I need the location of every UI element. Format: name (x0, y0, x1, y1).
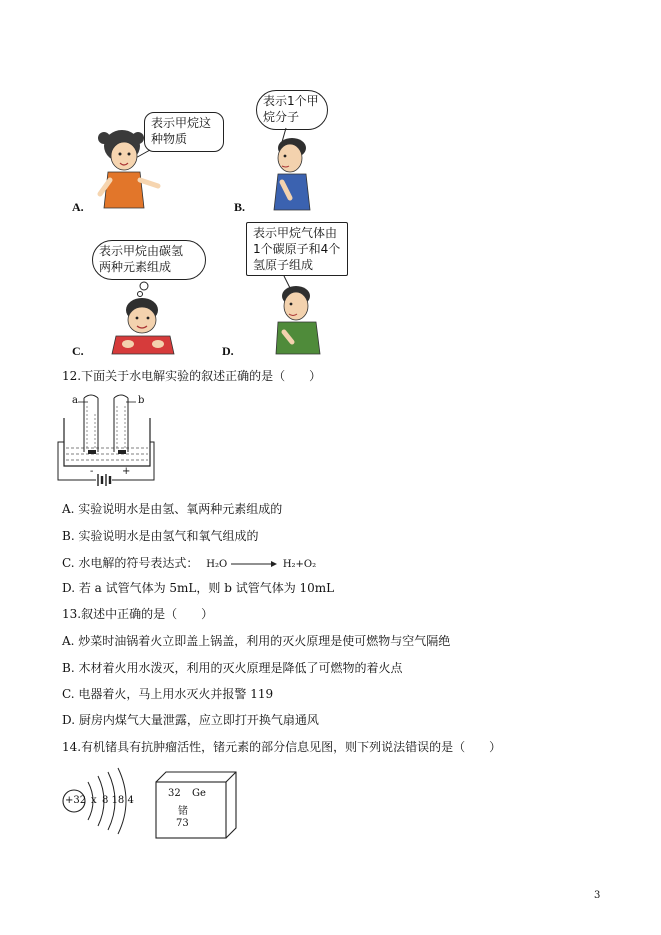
option-d-label: D. (222, 344, 234, 358)
q12-stem: 12.下面关于水电解实验的叙述正确的是（ ） (62, 369, 322, 383)
negative-terminal: - (90, 466, 94, 477)
boy-figure-b (234, 88, 374, 218)
q12-option-b: B. 实验说明水是由氢气和氧气组成的 (62, 529, 259, 543)
equation-products: H₂+O₂ (282, 559, 317, 570)
q12-option-d: D. 若 a 试管气体为 5mL，则 b 试管气体为 10mL (62, 581, 335, 595)
speech-bubble-a: 表示甲烷这 种物质 (144, 112, 224, 152)
nucleus-charge: +32 (65, 795, 87, 806)
option-a-label: A. (72, 200, 84, 214)
girl-figure (70, 108, 230, 218)
atomic-number: 32 (168, 788, 181, 799)
equation-reactant: H₂O (206, 559, 228, 570)
speech-bubble-b: 表示1个甲 烷分子 (256, 90, 328, 130)
q12-option-a: A. 实验说明水是由氢、氧两种元素组成的 (62, 502, 283, 516)
element-card (156, 772, 236, 838)
reaction-arrow-icon (231, 560, 279, 568)
q12-option-c: C. 水电解的符号表达式： H₂O H₂+O₂ (62, 556, 317, 570)
q13-option-d: D. 厨房内煤气大量泄露，应立即打开换气扇通风 (62, 713, 319, 727)
option-b-illustration (234, 88, 374, 218)
option-a-illustration (70, 108, 230, 218)
atom-structure-diagram (58, 768, 148, 838)
speech-bubble-d: 表示甲烷气体由 1个碳原子和4个 氢原子组成 (246, 222, 348, 276)
boy-figure-c (70, 240, 240, 360)
q14-stem: 14.有机锗具有抗肿瘤活性，锗元素的部分信息见图，则下列说法错误的是（ ） (62, 740, 502, 754)
first-shell-unknown: x (91, 795, 97, 806)
q13-option-a: A. 炒菜时油锅着火立即盖上锅盖，利用的灭火原理是使可燃物与空气隔绝 (62, 634, 451, 648)
q13-option-c: C. 电器着火，马上用水灭火并报警 119 (62, 687, 274, 701)
option-c-illustration (70, 240, 240, 360)
outer-shell-electrons: 8 18 4 (102, 795, 134, 806)
atomic-mass: 73 (176, 818, 189, 829)
tube-b-label: b (138, 395, 145, 406)
tube-a-label: a (72, 395, 78, 406)
electrolysis-apparatus (58, 392, 154, 488)
option-d-illustration (220, 222, 380, 360)
element-name: 锗 (178, 806, 188, 817)
q13-option-b: B. 木材着火用水泼灭，利用的灭火原理是降低了可燃物的着火点 (62, 661, 403, 675)
positive-terminal: + (122, 466, 131, 477)
q13-stem: 13.叙述中正确的是（ ） (62, 607, 214, 621)
element-symbol: Ge (192, 788, 206, 799)
thought-bubble-c: 表示甲烷由碳氢 两种元素组成 (92, 240, 206, 280)
page-number: 3 (594, 890, 601, 901)
option-b-label: B. (234, 200, 246, 214)
option-c-label: C. (72, 344, 84, 358)
boy-figure-d (220, 222, 380, 360)
